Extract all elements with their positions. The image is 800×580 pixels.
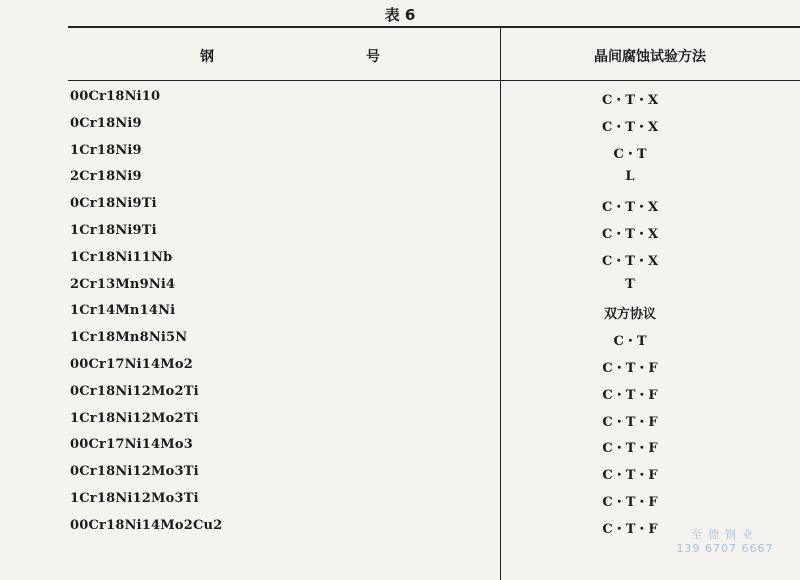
steel-grade-cell: 1Cr18Mn8Ni5N (70, 330, 188, 346)
steel-grade-cell: 00Cr17Ni14Mo2 (70, 356, 193, 372)
table-body (0, 86, 800, 542)
column-header-test-method: 晶间腐蚀试验方法 (594, 49, 706, 65)
table-row (0, 327, 800, 354)
test-method-cell: C・T・F (602, 441, 658, 457)
test-method-cell: C・T・X (601, 253, 659, 269)
test-method-cell: C・T (613, 334, 647, 350)
table-header-rule (68, 80, 800, 81)
test-method-cell: C・T・F (602, 521, 658, 537)
watermark-phone: 139 6707 6667 (676, 542, 774, 555)
steel-grade-cell: 0Cr18Ni9 (70, 115, 142, 131)
steel-grade-cell: 1Cr18Ni12Mo2Ti (70, 410, 199, 426)
steel-grade-cell: 00Cr18Ni10 (70, 89, 161, 104)
column-header-steel-char-1: 钢 (200, 49, 214, 65)
test-method-cell: C・T・F (602, 494, 658, 510)
steel-grade-cell: 0Cr18Ni12Mo3Ti (70, 464, 199, 480)
table-row (0, 434, 800, 461)
table-row (0, 166, 800, 193)
test-method-cell: T (625, 276, 635, 292)
steel-grade-cell: 1Cr18Ni9Ti (70, 222, 157, 238)
table-row (0, 461, 800, 488)
table-row (0, 354, 800, 381)
steel-grade-cell: 1Cr18Ni12Mo3Ti (70, 490, 199, 506)
table-row (0, 488, 800, 515)
test-method-cell: C・T・F (602, 387, 658, 403)
steel-grade-cell: 00Cr17Ni14Mo3 (70, 437, 193, 453)
table-row (0, 274, 800, 301)
steel-grade-cell: 2Cr13Mn9Ni4 (70, 276, 176, 292)
test-method-cell: C・T・X (601, 119, 659, 135)
watermark (660, 528, 790, 556)
steel-grade-cell: 2Cr18Ni9 (70, 169, 142, 185)
test-method-cell: C・T・F (602, 414, 658, 430)
steel-grade-cell: 0Cr18Ni9Ti (70, 196, 157, 212)
steel-grade-cell: 0Cr18Ni12Mo2Ti (70, 383, 199, 399)
column-header-steel-grade (200, 46, 380, 66)
column-header-steel-char-2: 号 (366, 49, 380, 65)
table-row (0, 408, 800, 435)
test-method-cell: C・T・X (601, 93, 659, 108)
test-method-cell: C・T・X (601, 226, 659, 242)
table-row (0, 113, 800, 140)
test-method-cell: C・T・F (602, 360, 658, 376)
steel-grade-cell: 1Cr14Mn14Ni (70, 303, 176, 319)
test-method-cell: 双方协议 (603, 307, 656, 323)
table-row (0, 381, 800, 408)
test-method-cell: C・T (613, 146, 647, 162)
table-caption: 表 6 (384, 6, 416, 24)
test-method-cell: C・T・F (602, 468, 658, 484)
table-row (0, 140, 800, 167)
test-method-cell: C・T・X (601, 200, 659, 216)
table-row (0, 300, 800, 327)
steel-grade-cell: 1Cr18Ni11Nb (70, 249, 173, 265)
steel-grade-cell: 1Cr18Ni9 (70, 142, 142, 158)
table-row (0, 86, 800, 113)
watermark-company-name: 至德钢业 (691, 528, 759, 541)
table-row (0, 247, 800, 274)
steel-grade-cell: 00Cr18Ni14Mo2Cu2 (70, 517, 223, 533)
table-row (0, 220, 800, 247)
table-top-rule (68, 26, 800, 28)
table-row (0, 193, 800, 220)
test-method-cell: L (625, 169, 635, 185)
